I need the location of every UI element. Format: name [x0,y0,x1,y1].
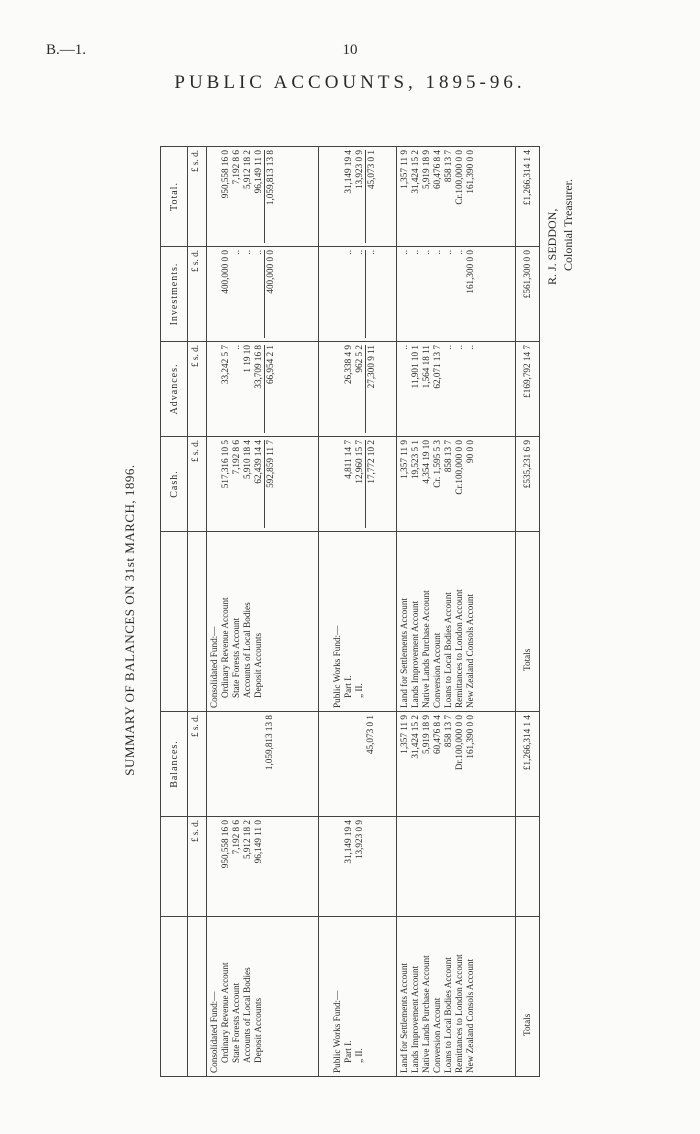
amount-cell: 950,558 16 0 [220,820,230,869]
total-cell [319,147,397,247]
amount-cell: Cr. 1,595 5 3 [432,440,442,488]
amount-cell: .. [410,250,420,255]
account-label: Ordinary Revenue Account [220,962,230,1063]
subtotal: 1,059,813 13 8 [264,150,276,243]
amount-cell: .. [231,250,241,255]
amount-cell: 31,424 15 2 [410,150,420,194]
units-cell: £ s. d. [188,247,207,342]
totals-cash: £535,231 6 9 [516,437,540,532]
units-row [188,147,207,1077]
account-label: Remittances to London Account [454,954,464,1073]
amount-cell: 31,149 19 4 [343,820,353,864]
signature-name: R. J. SEDDON, [545,208,559,285]
col-left-account [161,917,188,1077]
col-advances-header: Advances. [161,342,188,437]
amount-cell: 1,564 18 11 [421,345,431,389]
amount-cell: Cr.100,000 0 0 [454,150,464,205]
amount-cell: .. [443,250,453,255]
balance-amount: 161,390 0 0 [465,715,475,759]
col-cash-header: Cash. [161,437,188,532]
balance-amount: 1,357 11 9 [399,715,409,754]
amount-cell: 31,149 19 4 [343,150,353,194]
right-accounts [397,532,516,712]
account-label: Part I. [343,675,353,698]
units-cell [188,532,207,712]
left-accounts [207,917,319,1077]
cash-cell [397,437,516,532]
totals-balance: £1,266,314 1 4 [516,712,540,817]
units-cell: £ s. d. [188,147,207,247]
cash-cell [207,437,319,532]
section-heading: Consolidated Fund:— [209,991,219,1073]
totals-investments: £561,300 0 0 [516,247,540,342]
signature-title: Colonial Treasurer. [561,179,575,271]
balance-amount: Dr.100,000 0 0 [454,715,464,771]
summary-title: SUMMARY OF BALANCES ON 31st MARCH, 1896. [122,464,137,776]
amount-cell: 13,923 0 9 [354,150,364,190]
amount-cell: 161,300 0 0 [465,250,475,294]
account-label: Land for Settlements Account [399,598,409,708]
other-accounts-section [397,147,516,1077]
totals-left-amount [516,817,540,917]
units-cell: £ s. d. [188,437,207,532]
account-label: „ II. [354,1048,364,1063]
amount-cell: .. [399,250,409,255]
advances-cell [207,342,319,437]
right-accounts [319,532,397,712]
amount-cell: 96,149 11 0 [253,150,263,194]
balances-table [160,146,540,1077]
amount-cell: .. [432,250,442,255]
account-label: Lands Improvement Account [410,965,420,1073]
left-accounts [397,917,516,1077]
amount-cell: 33,709 16 8 [253,345,263,389]
signature [544,125,576,285]
amount-cell: 13,923 0 9 [354,820,364,860]
account-label: Part I. [343,1040,353,1063]
amount-cell: .. [231,345,241,350]
account-label: Deposit Accounts [253,997,263,1063]
left-amounts [397,817,516,917]
investments-cell [207,247,319,342]
amount-cell: .. [454,250,464,255]
amount-cell: 1,357 11 9 [399,440,409,479]
total-cell [207,147,319,247]
account-label: Ordinary Revenue Account [220,597,230,698]
account-label: Lands Improvement Account [410,600,420,708]
account-label: Accounts of Local Bodies [242,967,252,1063]
amount-cell: 62,439 14 4 [253,440,263,484]
amount-cell: 5,910 18 4 [242,440,252,480]
amount-cell: .. [242,250,252,255]
amount-cell: .. [465,345,475,350]
totals-label: Totals [516,532,540,712]
totals-row [516,147,540,1077]
amount-cell: 26,338 4 9 [343,345,353,385]
amount-cell: 4,811 14 7 [343,440,353,479]
totals-advances: £169,792 14 7 [516,342,540,437]
subtotal: 17,772 10 2 [365,440,377,528]
subtotal: 66,954 2 1 [264,345,276,433]
units-cell: £ s. d. [188,342,207,437]
amount-cell: 19,523 5 1 [410,440,420,480]
account-label: „ II. [354,683,364,698]
totals-label: Totals [516,917,540,1077]
cash-cell [319,437,397,532]
investments-cell [397,247,516,342]
amount-cell: 4,354 19 10 [421,440,431,484]
public-works-fund-section [319,147,397,1077]
col-total-header: Total. [161,147,188,247]
balance-amount: 858 13 7 [443,715,453,748]
account-label: Loans to Local Bodies Account [443,592,453,708]
col-right-account [161,532,188,712]
account-label: Conversion Account [432,997,442,1073]
amount-cell: 858 13 7 [443,440,453,473]
account-label: New Zealand Consols Account [465,958,475,1073]
units-cell: £ s. d. [188,817,207,917]
amount-cell: .. [253,250,263,255]
amount-cell: 60,476 8 4 [432,150,442,190]
amount-cell: .. [443,345,453,350]
col-investments-header: Investments. [161,247,188,342]
amount-cell: 1,357 11 9 [399,150,409,189]
account-label: Native Lands Purchase Account [421,955,431,1073]
account-label: Deposit Accounts [253,632,263,698]
subtotal: 27,300 9 11 [365,345,377,433]
balances-table-rotated [160,147,540,1077]
balance-cell [397,712,516,817]
amount-cell: 90 0 0 [465,440,475,463]
total-cell [397,147,516,247]
amount-cell: 7,192 8 6 [231,820,241,855]
page-reference: B.—1. [46,42,87,58]
balance-amount: 60,476 8 4 [432,715,442,755]
amount-cell: 5,912 18 2 [242,150,252,190]
balance-amount: 45,073 0 1 [365,715,375,755]
amount-cell: .. [343,250,353,255]
units-cell: £ s. d. [188,712,207,817]
amount-cell: 1 19 10 [242,345,252,373]
amount-cell: 62,071 13 7 [432,345,442,389]
account-label: Native Lands Purchase Account [421,590,431,708]
account-label: State Forests Account [231,982,241,1063]
amount-cell: Cr.100,000 0 0 [454,440,464,495]
investments-cell [319,247,397,342]
amount-cell: 517,316 10 5 [220,440,230,489]
balance-amount: 5,919 18 9 [421,715,431,755]
subtotal: 45,073 0 1 [365,150,377,243]
header-row [161,147,188,1077]
page-title: PUBLIC ACCOUNTS, 1895-96. [174,72,526,93]
col-left-amount [161,817,188,917]
consolidated-fund-section [207,147,319,1077]
units-cell [188,917,207,1077]
balance-cell [319,712,397,817]
balance-cell [207,712,319,817]
amount-cell: 400,000 0 0 [220,250,230,294]
advances-cell [397,342,516,437]
amount-cell: .. [454,345,464,350]
account-label: Remittances to London Account [454,589,464,708]
account-label: State Forests Account [231,617,241,698]
amount-cell: 96,149 11 0 [253,820,263,864]
amount-cell: .. [354,250,364,255]
amount-cell: 858 13 7 [443,150,453,183]
subtotal: 592,859 11 7 [264,440,276,528]
amount-cell: 7,192 8 6 [231,440,241,475]
amount-cell: 33,242 5 7 [220,345,230,385]
amount-cell: 7,192 8 6 [231,150,241,185]
amount-cell: 950,558 16 0 [220,150,230,199]
left-accounts [319,917,397,1077]
section-heading: Consolidated Fund:— [209,626,219,708]
amount-cell: 962 5 2 [354,345,364,373]
subtotal: .. [365,250,377,338]
amount-cell: 12,960 15 7 [354,440,364,484]
page-number: 10 [342,42,358,58]
balance-amount: 31,424 15 2 [410,715,420,759]
advances-cell [319,342,397,437]
account-label: Conversion Account [432,632,442,708]
section-heading: Public Works Fund:— [332,625,342,708]
amount-cell: 5,919 18 9 [421,150,431,190]
left-amounts [207,817,319,917]
account-label: Accounts of Local Bodies [242,602,252,698]
amount-cell: .. [421,250,431,255]
section-heading: Public Works Fund:— [332,990,342,1073]
left-amounts [319,817,397,917]
right-accounts [207,532,319,712]
amount-cell: 11,901 10 1 [410,345,420,389]
account-label: Land for Settlements Account [399,963,409,1073]
totals-total: £1,266,314 1 4 [516,147,540,247]
account-label: Loans to Local Bodies Account [443,957,453,1073]
col-balances-header: Balances. [161,712,188,817]
subtotal: 400,000 0 0 [264,250,276,338]
amount-cell: .. [399,345,409,350]
amount-cell: 5,912 18 2 [242,820,252,860]
amount-cell: 161,390 0 0 [465,150,475,194]
balance-amount: 1,059,813 13 8 [264,715,274,771]
account-label: New Zealand Consols Account [465,593,475,708]
